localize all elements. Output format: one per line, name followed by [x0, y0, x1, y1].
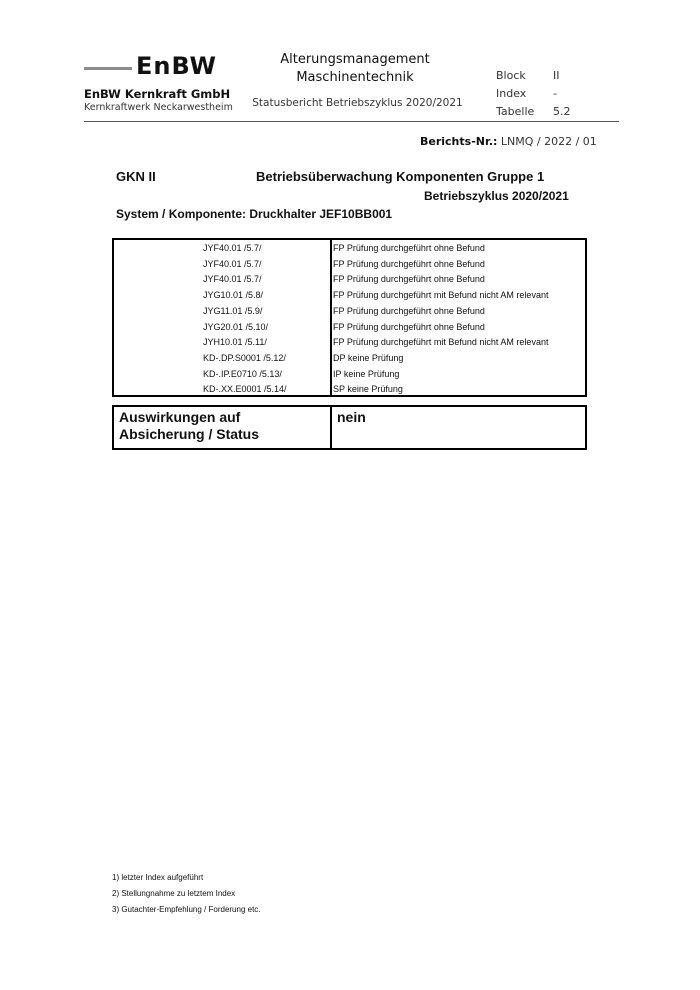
table-row [114, 334, 585, 350]
report-number [420, 135, 597, 148]
row-result: IP keine Prüfung [333, 368, 400, 379]
header-title-line1: Alterungsmanagement [280, 52, 430, 67]
header-title-line2: Maschinentechnik [296, 70, 414, 85]
row-reference: JYG10.01 /5.8/ [203, 290, 264, 301]
table-row [114, 350, 585, 366]
section-cycle: Betriebszyklus 2020/2021 [424, 189, 569, 203]
row-reference: JYG20.01 /5.10/ [203, 321, 269, 332]
header-subtitle: Statusbericht Betriebszyklus 2020/2021 [252, 97, 463, 109]
row-reference: JYF40.01 /5.7/ [203, 243, 262, 253]
row-result: FP Prüfung durchgeführt ohne Befund [333, 274, 485, 285]
row-reference: KD-.XX.E0001 /5.14/ [203, 384, 287, 395]
report-number-label: Berichts-Nr.: [420, 135, 498, 148]
meta-value-index: - [553, 87, 557, 100]
row-result: FP Prüfung durchgeführt mit Befund nicht AM relevant [333, 337, 549, 348]
meta-value-block: II [553, 69, 560, 82]
table-row [114, 240, 585, 256]
table-row [114, 303, 585, 319]
row-result: FP Prüfung durchgeführt mit Befund nicht AM relevant [333, 290, 549, 301]
row-reference: JYF40.01 /5.7/ [203, 274, 262, 285]
row-reference: JYH10.01 /5.11/ [203, 337, 267, 348]
table-row [114, 366, 585, 382]
footnote-3: 3) Gutachter-Empfehlung / Forderung etc. [112, 905, 261, 914]
meta-key-block: Block [496, 69, 526, 82]
footnote-1: 1) letzter Index aufgeführt [112, 873, 204, 882]
row-result: DP keine Prüfung [333, 352, 404, 363]
status-value: nein [337, 409, 366, 425]
logo-line [84, 67, 132, 70]
table-row [114, 287, 585, 303]
table-row [114, 381, 585, 397]
meta-key-index: Index [496, 87, 527, 100]
row-result: SP keine Prüfung [333, 384, 403, 395]
row-reference: JYG11.01 /5.9/ [203, 305, 263, 316]
row-result: FP Prüfung durchgeführt ohne Befund [333, 305, 485, 316]
row-result: FP Prüfung durchgeführt ohne Befund [333, 321, 485, 332]
header-rule [84, 121, 619, 122]
row-result: FP Prüfung durchgeführt ohne Befund [333, 258, 485, 269]
system-component: System / Komponente: Druckhalter JEF10BB001 [116, 207, 393, 221]
row-reference: JYF40.01 /5.7/ [203, 258, 262, 269]
table-row [114, 256, 585, 272]
company-name: EnBW Kernkraft GmbH [84, 87, 231, 101]
plant-name: Kernkraftwerk Neckarwestheim [84, 102, 233, 113]
row-reference: KD-.IP.E0710 /5.13/ [203, 368, 282, 379]
table-row [114, 319, 585, 335]
meta-value-table: 5.2 [553, 105, 571, 118]
unit-label: GKN II [116, 169, 156, 184]
row-result: FP Prüfung durchgeführt ohne Befund [333, 243, 485, 253]
report-number-value: LNMQ / 2022 / 01 [500, 135, 597, 148]
enbw-logo: EnBW [136, 52, 217, 80]
status-label: Auswirkungen auf Absicherung / Status [119, 409, 260, 442]
section-title: Betriebsüberwachung Komponenten Gruppe 1 [256, 169, 545, 184]
status-divider [330, 407, 332, 448]
meta-key-table: Tabelle [496, 105, 535, 118]
row-reference: KD-.DP.S0001 /5.12/ [203, 352, 286, 363]
footnote-2: 2) Stellungnahme zu letztem Index [112, 889, 236, 898]
inspection-table [112, 238, 587, 397]
status-box [112, 405, 587, 450]
table-row [114, 271, 585, 287]
